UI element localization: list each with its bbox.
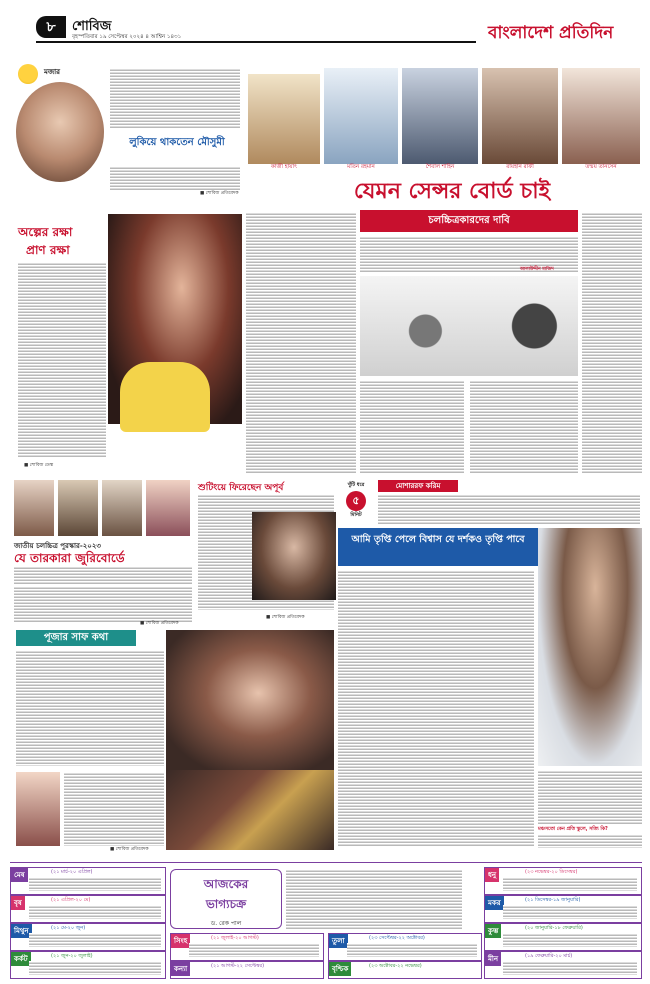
left-story-caption: ■ শোবিজ ডেস্ক	[24, 463, 54, 468]
interview-section	[338, 478, 642, 858]
award-photo-4	[146, 480, 190, 536]
puja-section	[10, 630, 336, 856]
sign-dates-makar: (২১ ডিসেম্বর-১৯ জানুয়ারি)	[525, 897, 581, 903]
award-section	[10, 478, 192, 584]
horoscope-author: ড. রেক পাল	[210, 920, 242, 927]
award-photo-2	[58, 480, 98, 536]
award-photo-3	[102, 480, 142, 536]
sign-name-mesh: মেষ	[11, 868, 28, 882]
page-header	[8, 8, 644, 42]
page-date: বৃহস্পতিবার ১৯ সেপ্টেম্বর ২০২৪ ৪ আশ্বিন ১৪৩১	[72, 34, 182, 40]
puja-photo	[166, 630, 334, 770]
horoscope-title-1: আজকের	[203, 877, 249, 891]
horoscope-title-2: ভাগ্যচক্র	[205, 897, 247, 911]
puja-text	[16, 650, 164, 766]
badge-top: খুঁটি ধরে	[347, 482, 365, 488]
sign-name-dhanu: ধনু	[485, 868, 499, 882]
page-number: ৮	[46, 19, 56, 35]
interview-headline-box	[338, 528, 538, 566]
sign-box-mithun	[10, 923, 166, 951]
sign-text-singha	[189, 943, 319, 957]
left-story	[10, 212, 242, 474]
interview-headline: আমি তৃপ্তি পেলে বিশ্বাস যে দর্শকও তৃপ্তি পাবে	[351, 534, 525, 545]
interview-text-3	[538, 834, 642, 848]
moja-text-1	[110, 68, 240, 128]
award-text-2	[14, 586, 192, 622]
sign-box-brisha	[10, 895, 166, 923]
sign-box-kumbha	[484, 923, 642, 951]
main-story-col-3	[470, 380, 578, 474]
award-text	[14, 566, 192, 584]
sign-dates-karkat: (২১ জুন-২০ জুলাই)	[51, 953, 93, 959]
sign-text-makar	[503, 905, 637, 919]
portrait-name-5: তন্ময় তানসেন	[585, 164, 617, 170]
main-story-col-2	[360, 380, 464, 474]
sign-box-makar	[484, 895, 642, 923]
portrait-name-2: মতিন রহমান	[347, 164, 375, 170]
section-name: শোবিজ	[72, 19, 112, 34]
film-reel-graphic	[360, 276, 578, 376]
portrait-name-1: কাজী হায়াৎ	[271, 164, 297, 170]
portrait-1	[248, 74, 320, 164]
page-number-badge	[36, 16, 66, 38]
sign-text-meen	[503, 961, 637, 975]
portrait-4	[482, 68, 558, 164]
left-story-title-2: প্রাণ রক্ষা	[26, 243, 70, 257]
award-photo-1	[14, 480, 54, 536]
puja-text-2	[64, 772, 164, 846]
sign-dates-kanya: (২১ আগস্ট-২২ সেপ্টেম্বর)	[211, 963, 265, 969]
sign-box-tula	[328, 933, 482, 961]
sign-name-brishchik: বৃশ্চিক	[329, 962, 351, 976]
sign-text-kumbha	[503, 933, 637, 947]
left-story-text	[18, 262, 106, 458]
interview-text-1	[338, 570, 534, 846]
portrait-name-3: শৈবাল শাহিন	[425, 164, 455, 170]
sign-box-meen	[484, 951, 642, 979]
sign-name-kanya: কন্যা	[171, 962, 190, 976]
moja-caption: ■ শোবিজ প্রতিবেদক	[200, 191, 239, 196]
newspaper-logo: বাংলাদেশ প্রতিদিন	[488, 23, 614, 43]
award-caption: ■ শোবিজ প্রতিবেদক	[140, 621, 179, 626]
sign-dates-singha: (২১ জুলাই-২০ আগস্ট)	[211, 935, 259, 941]
interview-name: মোশাররফ করিম	[395, 482, 441, 490]
main-subheadline: চলচ্চিত্রকারদের দাবি	[428, 215, 510, 226]
main-sub-box	[360, 210, 578, 232]
sign-box-singha	[170, 933, 324, 961]
sign-dates-tula: (২৩ সেপ্টেম্বর-২২ অক্টোবর)	[369, 935, 425, 941]
sign-dates-brishchik: (২৩ অক্টোবর-২২ নভেম্বর)	[369, 963, 422, 969]
sign-box-karkat	[10, 951, 166, 979]
puja-photo-small	[16, 772, 60, 846]
horoscope-section	[10, 862, 642, 979]
sign-dates-mesh: (২১ মার্চ-২০ এপ্রিল)	[51, 869, 93, 875]
sign-name-mithun: মিথুন	[11, 924, 32, 938]
mosharraf-photo	[538, 528, 642, 766]
portrait-3	[402, 68, 478, 164]
sign-name-singha: সিংহ	[171, 934, 190, 948]
portrait-name-4: রায়হান রাফী	[506, 164, 534, 170]
emoji-icon	[18, 64, 38, 84]
moja-title: লুকিয়ে থাকতেন মৌসুমী	[129, 137, 225, 148]
interview-text-2	[538, 770, 642, 824]
sign-name-makar: মকর	[485, 896, 504, 910]
sign-text-mithun	[29, 933, 161, 947]
main-byline: আলাউদ্দীন মাজিদ	[520, 267, 554, 272]
pikachu-shirt	[120, 362, 210, 432]
interview-badge	[338, 482, 374, 520]
portraits-row	[248, 64, 642, 176]
award-title: যে তারকারা জুরিবোর্ডে	[14, 551, 125, 565]
sign-text-tula	[347, 943, 477, 957]
mousumi-photo	[16, 82, 104, 182]
moja-label: মজার	[44, 68, 61, 76]
horoscope-mid-text	[286, 869, 462, 929]
sign-box-brishchik	[328, 961, 482, 979]
sign-text-brisha	[29, 905, 161, 919]
sign-box-mesh	[10, 867, 166, 895]
interview-intro	[378, 494, 640, 524]
apurba-photo	[252, 512, 336, 600]
horoscope-title-box	[170, 869, 282, 929]
interview-name-box	[378, 480, 458, 492]
badge-number: ৫	[346, 491, 366, 511]
sign-name-meen: মীন	[485, 952, 501, 966]
moja-text-2	[110, 166, 240, 190]
header-rule	[36, 41, 476, 43]
sign-dates-brisha: (২১ এপ্রিল-২০ মে)	[51, 897, 91, 903]
shooting-section	[196, 478, 336, 628]
sign-dates-mithun: (২১ মে-২০ জুন)	[51, 925, 86, 931]
sign-box-kanya	[170, 961, 324, 979]
main-story-col-1	[246, 212, 356, 474]
sign-dates-kumbha: (২০ জানুয়ারি-১৮ ফেব্রুয়ারি)	[525, 925, 583, 931]
award-sub: জাতীয় চলচ্চিত্র পুরস্কার-২০২৩	[14, 542, 101, 550]
main-story-col-4	[582, 212, 642, 474]
portrait-5	[562, 68, 640, 164]
shooting-caption: ■ শোবিজ প্রতিবেদক	[266, 615, 305, 620]
puja-title: পূজার সাফ কথা	[43, 632, 109, 643]
shooting-title: শুটিংয়ে ফিরেছেন অপূর্ব	[198, 483, 284, 493]
main-headline: যেমন সেন্সর বোর্ড চাই	[353, 179, 551, 204]
puja-saree	[166, 770, 334, 850]
sign-name-tula: তুলা	[329, 934, 348, 948]
moja-section	[10, 62, 240, 202]
badge-bottom: মিনিট	[350, 512, 362, 518]
sign-dates-dhanu: (২৩ নভেম্বর-২০ ডিসেম্বর)	[525, 869, 578, 875]
puja-caption: ■ শোবিজ প্রতিবেদক	[110, 847, 149, 852]
sign-name-karkat: কর্কট	[11, 952, 31, 966]
sign-name-brisha: বৃষ	[11, 896, 25, 910]
portrait-2	[324, 68, 398, 164]
sign-text-mesh	[29, 877, 161, 891]
sign-text-dhanu	[503, 877, 637, 891]
sign-box-dhanu	[484, 867, 642, 895]
sign-name-kumbha: কুম্ভ	[485, 924, 501, 938]
interview-question: মঞ্চসতো কেন প্রতি স্কুলে, সত্যি কি?	[538, 827, 608, 832]
left-story-title-1: অল্পের রক্ষা	[18, 225, 73, 239]
puja-title-box	[16, 630, 136, 646]
sign-text-karkat	[29, 961, 161, 975]
sign-dates-meen: (১৯ ফেব্রুয়ারি-২০ মার্চ)	[525, 953, 573, 959]
